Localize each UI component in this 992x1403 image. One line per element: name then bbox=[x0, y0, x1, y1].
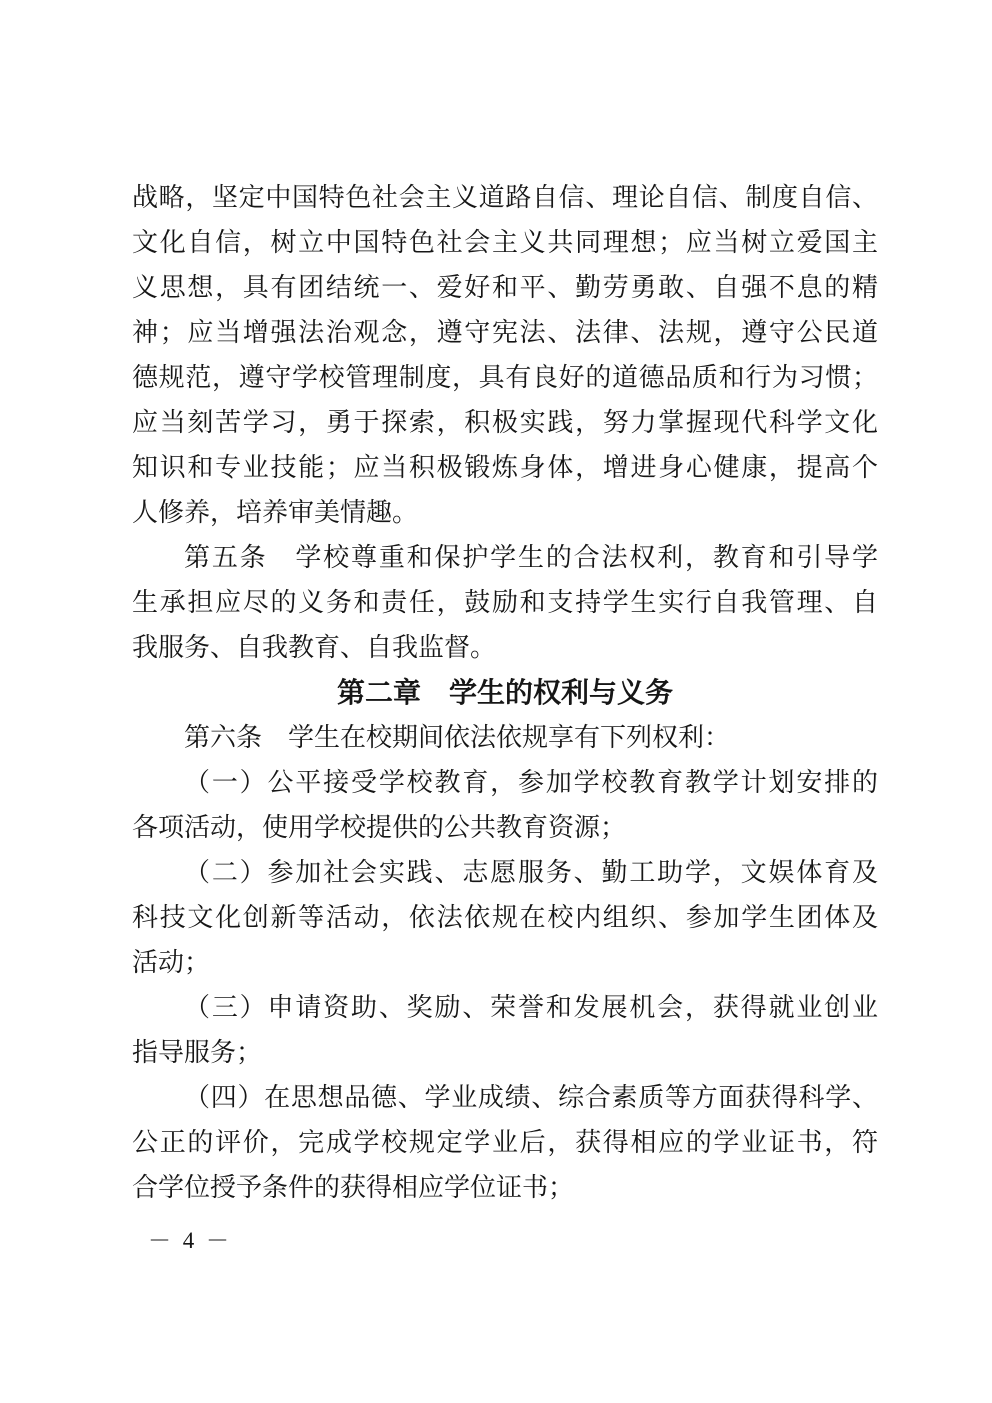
body-line: 人修养，培养审美情趣。 bbox=[132, 498, 419, 527]
article-5-line: 第五条 学校尊重和保护学生的合法权利，教育和引导学 bbox=[184, 543, 878, 572]
list-item-3-line: （三）申请资助、奖励、荣誉和发展机会，获得就业创业 bbox=[184, 993, 878, 1022]
body-line: 战略，坚定中国特色社会主义道路自信、理论自信、制度自信、 bbox=[132, 183, 878, 212]
body-line: 文化自信，树立中国特色社会主义共同理想；应当树立爱国主 bbox=[132, 228, 878, 257]
body-line: 知识和专业技能；应当积极锻炼身体，增进身心健康，提高个 bbox=[132, 453, 878, 482]
chapter-heading: 第二章 学生的权利与义务 bbox=[336, 677, 673, 708]
body-line: 科技文化创新等活动，依法依规在校内组织、参加学生团体及 bbox=[132, 903, 878, 932]
body-line: 义思想，具有团结统一、爱好和平、勤劳勇敢、自强不息的精 bbox=[132, 273, 878, 302]
body-line: 合学位授予条件的获得相应学位证书； bbox=[132, 1173, 575, 1202]
article-6-line: 第六条 学生在校期间依法依规享有下列权利： bbox=[184, 723, 731, 752]
body-line: 公正的评价，完成学校规定学业后，获得相应的学业证书，符 bbox=[132, 1128, 878, 1157]
list-item-4-line: （四）在思想品德、学业成绩、综合素质等方面获得科学、 bbox=[184, 1083, 878, 1112]
body-line: 活动； bbox=[132, 948, 211, 977]
list-item-1-line: （一）公平接受学校教育，参加学校教育教学计划安排的 bbox=[184, 768, 878, 797]
body-line: 生承担应尽的义务和责任，鼓励和支持学生实行自我管理、自 bbox=[132, 588, 878, 617]
body-line: 德规范，遵守学校管理制度，具有良好的道德品质和行为习惯； bbox=[132, 363, 878, 392]
body-line: 应当刻苦学习，勇于探索，积极实践，努力掌握现代科学文化 bbox=[132, 408, 878, 437]
list-item-2-line: （二）参加社会实践、志愿服务、勤工助学，文娱体育及 bbox=[184, 858, 878, 887]
body-line: 指导服务； bbox=[132, 1038, 263, 1067]
body-line: 各项活动，使用学校提供的公共教育资源； bbox=[132, 813, 627, 842]
body-line: 我服务、自我教育、自我监督。 bbox=[132, 633, 497, 662]
page-number: － 4 － bbox=[148, 1228, 232, 1253]
body-line: 神；应当增强法治观念，遵守宪法、法律、法规，遵守公民道 bbox=[132, 318, 878, 347]
document-body bbox=[132, 175, 878, 1210]
